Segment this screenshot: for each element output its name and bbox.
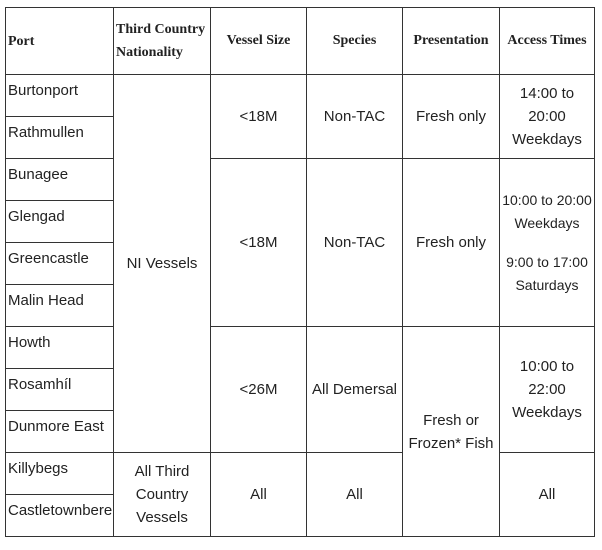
- table-row: [6, 453, 595, 495]
- header-vessel-size: Vessel Size: [211, 8, 307, 75]
- port-access-table: [5, 7, 595, 537]
- nationality-ni: NI Vessels: [114, 75, 211, 453]
- group2-access-saturdays: 9:00 to 17:00 Saturdays: [506, 253, 588, 293]
- group3-access: 10:00 to 22:00 Weekdays: [500, 327, 595, 453]
- port-cell: Rosamhíl: [6, 369, 114, 411]
- group2-access: [500, 159, 595, 327]
- port-cell: Castletownbere: [6, 495, 114, 537]
- port-cell: Bunagee: [6, 159, 114, 201]
- group3-species: All Demersal: [307, 327, 403, 453]
- port-cell: Killybegs: [6, 453, 114, 495]
- port-cell: Dunmore East: [6, 411, 114, 453]
- header-presentation: Presentation: [403, 8, 500, 75]
- nationality-all-third: All Third Country Vessels: [114, 453, 211, 537]
- group1-access: 14:00 to 20:00 Weekdays: [500, 75, 595, 159]
- header-species: Species: [307, 8, 403, 75]
- group4-access: All: [500, 453, 595, 537]
- group4-size: All: [211, 453, 307, 537]
- group2-species: Non-TAC: [307, 159, 403, 327]
- port-cell: Howth: [6, 327, 114, 369]
- header-access-times: Access Times: [500, 8, 595, 75]
- port-cell: Glengad: [6, 201, 114, 243]
- port-cell: Greencastle: [6, 243, 114, 285]
- group1-presentation: Fresh only: [403, 75, 500, 159]
- port-cell: Rathmullen: [6, 117, 114, 159]
- table-row: [6, 75, 595, 117]
- table-row: [6, 327, 595, 369]
- group2-size: <18M: [211, 159, 307, 327]
- group1-species: Non-TAC: [307, 75, 403, 159]
- group2-access-weekdays: 10:00 to 20:00 Weekdays: [502, 191, 592, 231]
- port-cell: Burtonport: [6, 75, 114, 117]
- group1-size: <18M: [211, 75, 307, 159]
- header-row: [6, 8, 595, 75]
- header-port: Port: [6, 8, 114, 75]
- group2-presentation: Fresh only: [403, 159, 500, 327]
- port-cell: Malin Head: [6, 285, 114, 327]
- group3-presentation: Fresh or Frozen* Fish: [403, 327, 500, 537]
- group4-species: All: [307, 453, 403, 537]
- table-row: [6, 159, 595, 201]
- header-third-country: Third Country Nationality: [114, 8, 211, 75]
- group3-size: <26M: [211, 327, 307, 453]
